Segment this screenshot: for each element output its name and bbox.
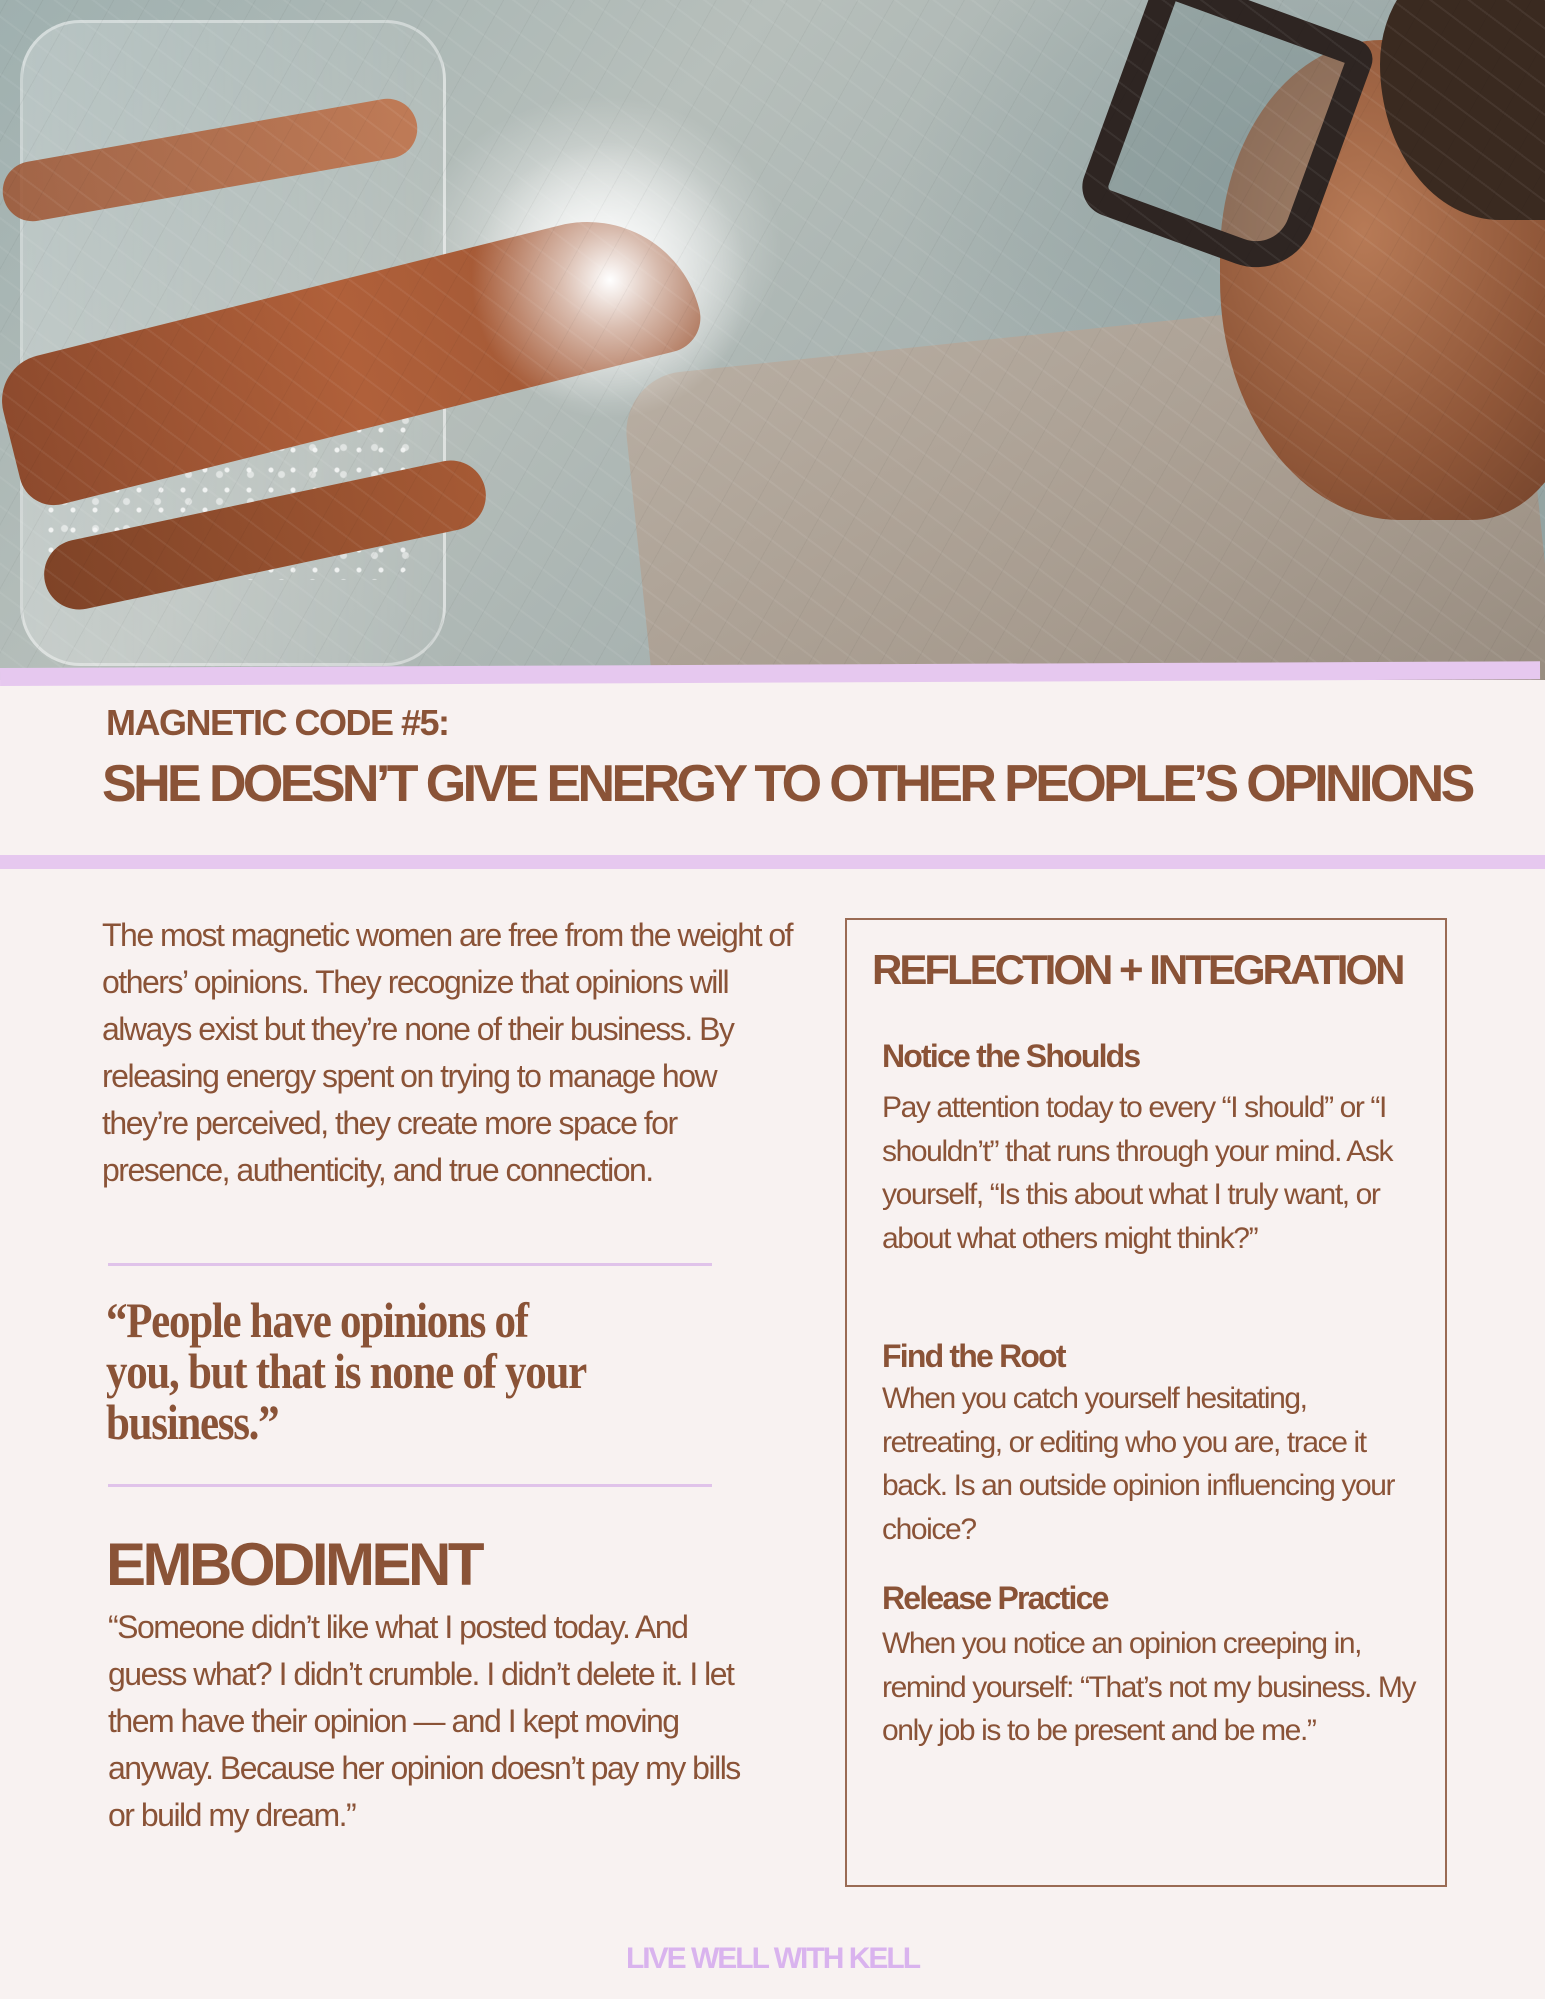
embodiment-heading: EMBODIMENT [106, 1531, 481, 1598]
intro-paragraph: The most magnetic women are free from the weight of others’ opinions. They recognize that opinions will always exist but they’re none of their business. By releasing energy spent on trying to manage how they’re perceived, they create more space for presence, authenticity, and true connection. [102, 917, 793, 1188]
practice-title-find-root: Find the Root [882, 1338, 1065, 1374]
practice-title-notice-shoulds: Notice the Shoulds [882, 1038, 1140, 1074]
embodiment-text: “Someone didn’t like what I posted today. And guess what? I didn’t crumble. I didn’t delete it. I let them have their opinion — and I kept moving anyway. Because her opinion doesn’t pay my bills or build my dream.” [108, 1609, 740, 1833]
practice-body-find-root: When you catch yourself hesitating, retreating, or editing who you are, trace it back. Is an outside opinion influencing your choice? [882, 1382, 1395, 1546]
practice-body-notice-shoulds: Pay attention today to every “I should” or “I shouldn’t” that runs through your mind. Ask yourself, “Is this about what I truly want, or about what others might think?” [882, 1091, 1393, 1255]
reflection-heading: REFLECTION + INTEGRATION [872, 946, 1403, 993]
pull-quote: “People have opinions of you, but that is none of your business.” [106, 1292, 586, 1450]
hero-paper-texture [0, 0, 1545, 680]
page-headline: SHE DOESN’T GIVE ENERGY TO OTHER PEOPLE’S OPINIONS [102, 755, 1472, 813]
banner-bottom-stripe [0, 855, 1545, 869]
quote-divider-bottom [108, 1484, 712, 1487]
practice-title-release-practice: Release Practice [882, 1580, 1108, 1616]
code-kicker: MAGNETIC CODE #5: [106, 702, 449, 743]
hero-photo [0, 0, 1545, 680]
practice-body-release-practice: When you notice an opinion creeping in, remind yourself: “That’s not my business. My only job is to be present and be me.” [882, 1627, 1416, 1747]
quote-divider-top [108, 1263, 712, 1266]
footer-brand: LIVE WELL WITH KELL [625, 1942, 920, 1975]
